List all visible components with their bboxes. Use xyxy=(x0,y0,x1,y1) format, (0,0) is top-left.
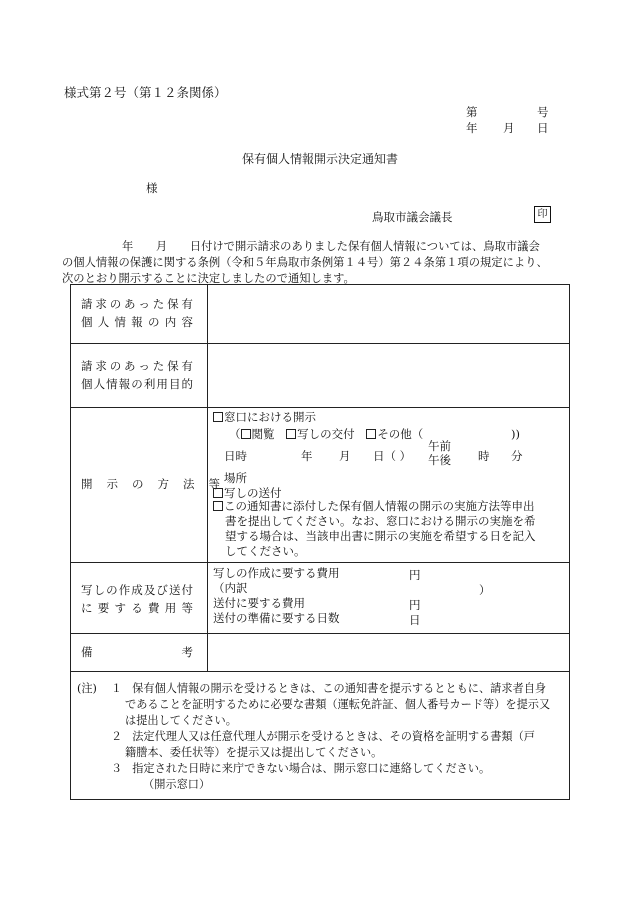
days-unit: 日 xyxy=(409,613,421,627)
datetime-day: 日（ ） xyxy=(373,449,412,463)
recipient-honorific: 様 xyxy=(146,181,158,195)
notes-section: (注) １ 保有個人情報の開示を受けるときは、この通知書を提示するとともに、請求者自身 であることを証明するために必要な書類（運転免許証、個人番号カード等）を提示又 は提出してください。 ２ 法定代理人又は任意代理人が開示を受けるときは、その資格を証明する書類（戸 籍謄本、委任状等）を提示又は提出してください。 ３ 指定された日時に来庁できない場合は、開示窓口に連絡してください。 （開示窓口） xyxy=(77,682,551,791)
datetime-year: 年 xyxy=(301,449,313,463)
date-month-label: 月 xyxy=(503,121,515,135)
checkbox-icon[interactable] xyxy=(286,429,296,439)
cost-yen-2: 円 xyxy=(409,598,421,612)
method-window: 窓口における開示 xyxy=(213,408,316,426)
checkbox-icon[interactable] xyxy=(366,429,376,439)
row-label-purpose: 請 求 の あ っ た 保 有 個 人 情 報 の 利 用 目 的 xyxy=(81,359,193,391)
date-day-label: 日 xyxy=(537,121,549,135)
place-label: 場所 xyxy=(224,471,247,485)
table-row-divider xyxy=(71,407,569,408)
checkbox-icon[interactable] xyxy=(241,429,251,439)
table-row-divider xyxy=(71,671,569,672)
seal-mark: 印 xyxy=(534,206,551,223)
document-title: 保有個人情報開示決定通知書 xyxy=(242,152,399,166)
body-line: の個人情報の保護に関する条例（令和５年鳥取市条例第１４号）第２４条第１項の規定により、 xyxy=(62,256,548,269)
ampm-label: 午前 午後 xyxy=(428,439,451,467)
document-number-suffix: 号 xyxy=(537,105,549,119)
table-row-divider xyxy=(71,633,569,634)
method-options: （ 閲覧 写しの交付 その他（ xyxy=(229,427,424,441)
body-line: 次のとおり開示することに決定しましたので通知します。 xyxy=(62,272,355,285)
body-line: 年 月 日付けで開示請求のありました保有個人情報については、鳥取市議会 xyxy=(122,240,540,253)
datetime-hour: 時 xyxy=(478,449,490,463)
method-other-close: )) xyxy=(511,427,520,441)
table-row-divider xyxy=(71,343,569,344)
checkbox-icon[interactable] xyxy=(213,488,223,498)
date-year-label: 年 xyxy=(466,121,478,135)
datetime-label: 日時 xyxy=(224,449,247,463)
method-mail: 写しの送付 xyxy=(213,484,282,502)
checkbox-icon[interactable] xyxy=(213,412,223,422)
row-label-content: 請 求 の あ っ た 保 有 個 人 情 報 の 内 容 xyxy=(81,297,193,329)
cost-yen-1: 円 xyxy=(409,568,421,582)
cost-lines: 写しの作成に要する費用 （内訳 送付に要する費用 送付の準備に要する日数 xyxy=(213,566,340,625)
table-row-divider xyxy=(71,562,569,563)
datetime-minute: 分 xyxy=(511,449,523,463)
form-number: 様式第２号（第１２条関係） xyxy=(64,85,227,100)
breakdown-close: ） xyxy=(479,583,491,597)
row-label-remarks: 備 考 xyxy=(81,645,193,659)
sender-name: 鳥取市議会議長 xyxy=(372,210,453,224)
disclosure-table xyxy=(70,284,570,800)
document-number-label: 第 xyxy=(466,105,478,119)
checkbox-icon[interactable] xyxy=(213,501,223,511)
body-paragraph xyxy=(62,239,582,287)
row-label-method: 開示の方法等 xyxy=(81,477,234,491)
row-label-costs: 写 し の 作 成 及 び 送 付 に 要 す る 費 用 等 xyxy=(81,583,193,615)
datetime-month: 月 xyxy=(339,449,351,463)
method-attached-form: この通知書に添付した保有個人情報の開示の実施方法等申出 書を提出してください。なお、窓口における開示の実施を希 望する場合は、当該申出書に開示の実施を希望する日を記入 してください。 xyxy=(213,499,536,559)
